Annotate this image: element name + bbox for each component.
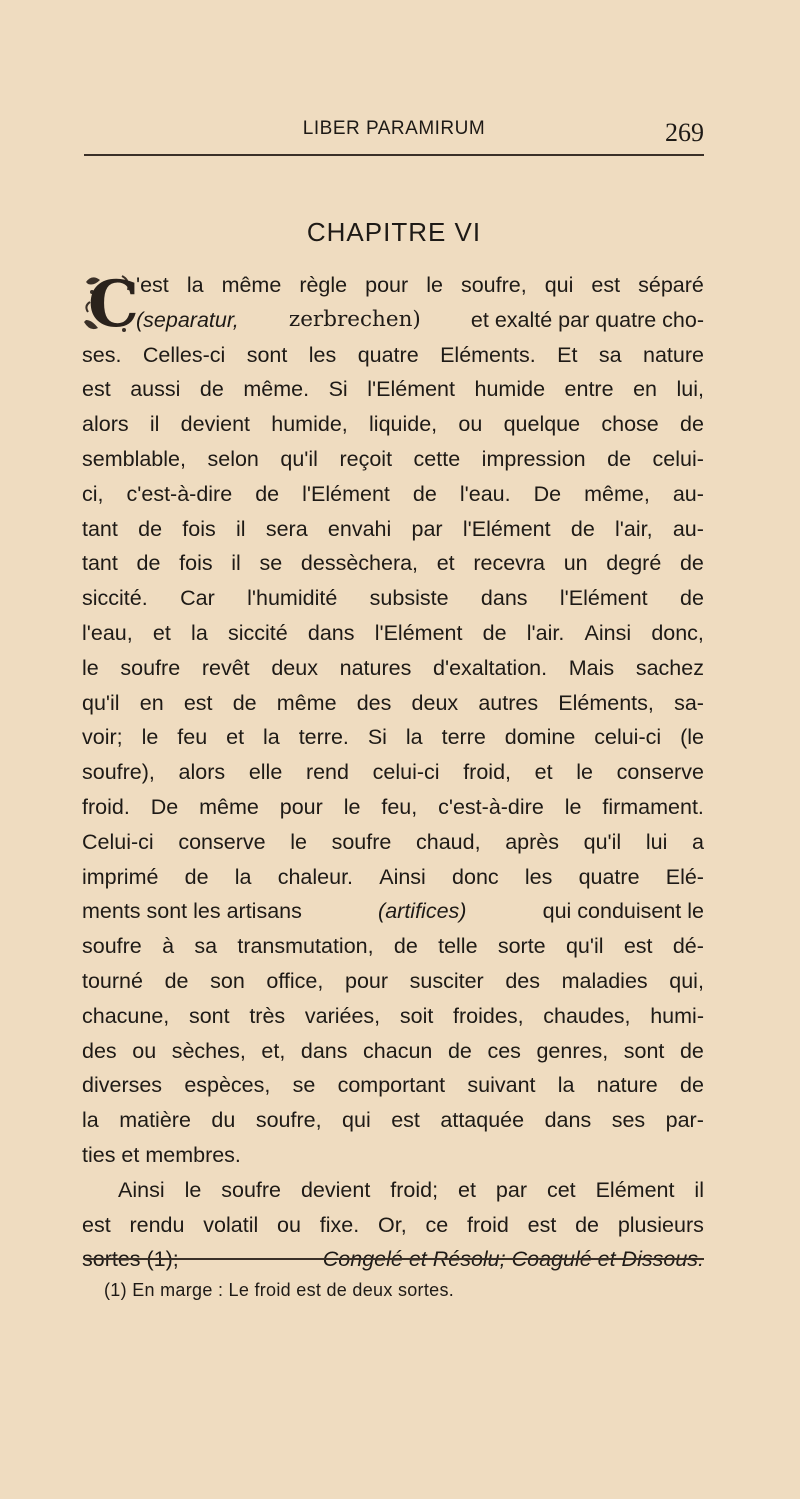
text-line [82, 1208, 704, 1243]
word: pour [344, 968, 389, 993]
word: même [276, 690, 337, 715]
word: en [139, 690, 164, 715]
word: lui, [676, 377, 704, 402]
word: la [405, 725, 423, 750]
dropcap-letter: C [88, 267, 139, 342]
word: alors [178, 760, 226, 785]
word: plusieurs [617, 1212, 704, 1237]
word: de [138, 516, 163, 541]
word: de [447, 1038, 472, 1063]
word: tant [82, 551, 118, 576]
word: celui- [652, 446, 704, 471]
text-line [82, 477, 704, 512]
word: de [136, 551, 161, 576]
word: même, [584, 481, 650, 506]
text-line [82, 999, 704, 1034]
word: ou [132, 1038, 157, 1063]
word: elle [248, 760, 283, 785]
text-line [82, 790, 704, 825]
text-line [82, 1034, 704, 1069]
word: domine [504, 725, 576, 750]
word: froid [466, 1212, 509, 1237]
word: l'Elément [302, 481, 390, 506]
word: est [623, 934, 653, 959]
word: ce [425, 1212, 449, 1237]
word: quelque [503, 412, 581, 437]
word: l'Elément [559, 586, 648, 611]
word: nature [643, 342, 704, 367]
word: le [343, 794, 361, 819]
word: ci, [82, 481, 104, 506]
word: le [426, 273, 443, 297]
word: soufre [221, 1177, 282, 1202]
word: qui [544, 273, 574, 297]
word: sachez [635, 655, 704, 680]
word: pour [279, 794, 323, 819]
word: sont [188, 1003, 230, 1028]
word: un [563, 551, 588, 576]
word: et [534, 760, 553, 785]
word: au- [672, 516, 704, 541]
word: quatre [578, 864, 640, 889]
word: froides, [453, 1003, 524, 1028]
word: Car [180, 586, 215, 611]
word: chaleur. [277, 864, 354, 889]
word: qu'il [565, 934, 604, 959]
word: humi- [650, 1003, 704, 1028]
word: soufre [120, 655, 181, 680]
word: degré [606, 551, 662, 576]
word: Eléments, [558, 690, 654, 715]
word: l'eau. [459, 481, 511, 506]
word: il [231, 551, 241, 576]
word: se [259, 551, 283, 576]
word: Celui-ci [82, 829, 154, 854]
word: des [82, 1038, 117, 1063]
text-line: sortes (1); Congelé et Résolu; Coagulé et Dissous. [82, 1242, 704, 1277]
text-line: ments sont les artisans (artifices) qui conduisent le [82, 894, 704, 929]
word: feu [177, 725, 208, 750]
word: feu, [381, 794, 418, 819]
word: Si [328, 377, 348, 402]
word: conserve [178, 829, 266, 854]
text-line [82, 546, 704, 581]
word: règle [299, 273, 348, 297]
word: même [221, 273, 282, 297]
word: le [576, 760, 593, 785]
word: il [149, 412, 160, 437]
word: par [495, 1177, 527, 1202]
word: dans [480, 586, 528, 611]
word: Celles-ci [142, 342, 226, 367]
word: matière [119, 1108, 191, 1133]
word: se [292, 1073, 316, 1098]
text-line [82, 720, 704, 755]
word: liquide, [369, 412, 438, 437]
word: qui, [669, 968, 704, 993]
word: à [162, 934, 175, 959]
word: Or, [378, 1212, 407, 1237]
word: de [412, 481, 437, 506]
page-number: 269 [665, 118, 704, 147]
word: par- [665, 1108, 704, 1133]
footnote-rule [84, 1258, 704, 1260]
latin-term: Congelé et Résolu; Coagulé et Dissous. [322, 1247, 704, 1272]
word: siccité. [82, 586, 148, 611]
word: transmutation, [237, 934, 374, 959]
word: dans [544, 1108, 592, 1133]
word: le [564, 794, 582, 819]
word: et [226, 725, 245, 750]
text-line [82, 616, 704, 651]
word: cette [413, 446, 461, 471]
word: soufre [82, 934, 142, 959]
word: sa [194, 934, 218, 959]
word: sa [598, 342, 622, 367]
word: Elé- [665, 864, 704, 889]
word: cet [546, 1177, 576, 1202]
word: office, [266, 968, 324, 993]
word: imprimé [82, 864, 159, 889]
word: soufre, [460, 273, 527, 297]
word: d'exaltation. [433, 655, 548, 680]
word: telle [438, 934, 478, 959]
word: c'est-à-dire [126, 481, 233, 506]
word: 'est [136, 273, 169, 297]
word: sont [623, 1038, 665, 1063]
word: de [255, 481, 280, 506]
word: fixe. [319, 1212, 360, 1237]
text-line [82, 651, 704, 686]
word: est [527, 1212, 557, 1237]
word: par [411, 516, 443, 541]
word: est [82, 1212, 111, 1237]
word: froid, [463, 760, 512, 785]
text-line [82, 860, 704, 895]
word: espèces, [184, 1073, 271, 1098]
word: ou [277, 1212, 301, 1237]
word: de [680, 586, 704, 611]
word: en [633, 377, 657, 402]
word: celui-ci [594, 725, 662, 750]
word: rend [305, 760, 349, 785]
word: devient [180, 412, 251, 437]
word: genres, [536, 1038, 609, 1063]
word: De [150, 794, 179, 819]
word: soufre [331, 829, 392, 854]
word: siccité [227, 620, 288, 645]
word: la [82, 1108, 99, 1133]
word: la [557, 1073, 575, 1098]
word: le [290, 829, 307, 854]
word: rendu [129, 1212, 185, 1237]
word: qui [342, 1108, 371, 1133]
word: est [591, 273, 621, 297]
chapter-title: CHAPITRE VI [306, 217, 482, 247]
word: attaquée [440, 1108, 525, 1133]
word: alors [82, 412, 129, 437]
word: l'Elément [374, 620, 463, 645]
word: de [607, 446, 632, 471]
word: ces [487, 1038, 521, 1063]
running-title: LIBER PARAMIRUM [302, 118, 486, 139]
word: voir; [82, 725, 123, 750]
word: humide [474, 377, 546, 402]
word: soufre, [255, 1108, 322, 1133]
word: de [575, 1212, 600, 1237]
word: Et [557, 342, 578, 367]
word: de [232, 690, 257, 715]
word: froid; [390, 1177, 439, 1202]
word: de [570, 516, 595, 541]
word: de [679, 551, 704, 576]
word: le [184, 1177, 202, 1202]
word: la [191, 620, 208, 645]
word: séparé [638, 273, 704, 297]
word: et [152, 620, 171, 645]
word: sera [265, 516, 308, 541]
text-line [82, 1068, 704, 1103]
word: c'est-à-dire [438, 794, 544, 819]
text-line [82, 442, 704, 477]
word: conserve [616, 760, 704, 785]
word: de [164, 968, 189, 993]
word: très [249, 1003, 286, 1028]
word: autres [478, 690, 539, 715]
word: de [393, 934, 418, 959]
word: même [199, 794, 259, 819]
word: fois [182, 516, 216, 541]
word: impression [481, 446, 586, 471]
text-line [82, 512, 704, 547]
word: entre [564, 377, 614, 402]
word: dans [307, 620, 355, 645]
word: tant [82, 516, 118, 541]
running-header [84, 118, 704, 158]
word: (le [680, 725, 704, 750]
word: lui [645, 829, 668, 854]
word: Elément [595, 1177, 675, 1202]
text-line [82, 964, 704, 999]
word: est [82, 377, 111, 402]
word: Si [367, 725, 387, 750]
word: Ainsi [379, 864, 426, 889]
word: le [82, 655, 99, 680]
word: terre. [298, 725, 349, 750]
word: de [679, 1038, 704, 1063]
word: il [694, 1177, 704, 1202]
word: firmament. [602, 794, 704, 819]
word: au- [672, 481, 704, 506]
word: sorte [497, 934, 546, 959]
word: chaud, [416, 829, 481, 854]
latin-term: (separatur, [136, 307, 239, 332]
word: chacun [363, 1038, 433, 1063]
word: et [458, 1177, 476, 1202]
word: ses. [82, 342, 122, 367]
word: de [679, 1073, 704, 1098]
word: maladies [561, 968, 648, 993]
word: Ainsi [584, 620, 632, 645]
main-text [82, 268, 704, 1277]
word: chose [601, 412, 659, 437]
word: ou [458, 412, 483, 437]
word: après [505, 829, 559, 854]
word: même. [243, 377, 310, 402]
word: dé- [672, 934, 704, 959]
word: humide, [271, 412, 348, 437]
word: reçoit [339, 446, 393, 471]
word: nature [596, 1073, 658, 1098]
word: et [436, 551, 455, 576]
word: dessèchera, [300, 551, 419, 576]
word: donc, [651, 620, 704, 645]
word: recevra [473, 551, 546, 576]
word: chaudes, [543, 1003, 631, 1028]
word: l'humidité [247, 586, 338, 611]
word: l'Elément [367, 377, 455, 402]
word: il [236, 516, 246, 541]
word: tourné [82, 968, 143, 993]
text-line [82, 1103, 704, 1138]
word: qu'il [82, 690, 120, 715]
word: du [211, 1108, 236, 1133]
word: subsiste [369, 586, 449, 611]
text-line: ties et membres. [82, 1142, 241, 1167]
word: le [141, 725, 159, 750]
word: semblable, [82, 446, 186, 471]
word: la [234, 864, 252, 889]
word: susciter [409, 968, 484, 993]
word: les [308, 342, 337, 367]
text-line [82, 372, 704, 407]
text-line [82, 755, 704, 790]
word: de [482, 620, 507, 645]
word: donc [452, 864, 499, 889]
text-line [82, 929, 704, 964]
word: volatil [203, 1212, 259, 1237]
word: diverses [82, 1073, 163, 1098]
text-line: (separatur, zerbrechen) et exalté par quatre cho- [82, 303, 704, 338]
word: est [183, 690, 213, 715]
text-line [82, 686, 704, 721]
word: celui-ci [372, 760, 440, 785]
word: qu'il [583, 829, 622, 854]
word: sa- [674, 690, 704, 715]
word: dans [300, 1038, 348, 1063]
word: ses [611, 1108, 646, 1133]
word: pour [365, 273, 409, 297]
word: quatre [357, 342, 419, 367]
word: et, [261, 1038, 286, 1063]
word: Ainsi [118, 1177, 165, 1202]
german-term: zerbrechen) [288, 306, 421, 332]
word: selon [207, 446, 259, 471]
word: de [679, 412, 704, 437]
word: aussi [130, 377, 181, 402]
footnote: (1) En marge : Le froid est de deux sortes. [104, 1280, 455, 1300]
word: de [199, 377, 224, 402]
word: devient [300, 1177, 371, 1202]
word: a [692, 829, 704, 854]
text-line [82, 268, 704, 303]
word: chacune, [82, 1003, 170, 1028]
text-line [82, 581, 704, 616]
word: sont [246, 342, 288, 367]
word: suivant [467, 1073, 536, 1098]
word: deux [271, 655, 318, 680]
word: revêt [201, 655, 250, 680]
word: comportant [337, 1073, 446, 1098]
word: de [184, 864, 209, 889]
word: soit [399, 1003, 434, 1028]
word: deux [411, 690, 459, 715]
word: variées, [304, 1003, 381, 1028]
word: l'air. [526, 620, 565, 645]
word: Eléments. [440, 342, 536, 367]
word: fois [179, 551, 213, 576]
word: des [505, 968, 540, 993]
word: les [524, 864, 553, 889]
word: natures [339, 655, 412, 680]
word: l'air, [615, 516, 653, 541]
word: De [533, 481, 562, 506]
text-line [82, 825, 704, 860]
text-line [82, 338, 704, 373]
text-line [82, 407, 704, 442]
word: Mais [568, 655, 615, 680]
word: des [356, 690, 392, 715]
word: envahi [327, 516, 392, 541]
word: soufre), [82, 760, 155, 785]
word: est [391, 1108, 420, 1133]
text-line [82, 1173, 704, 1208]
word: son [210, 968, 245, 993]
word: la [263, 725, 280, 750]
word: sèches, [171, 1038, 246, 1063]
word: la [186, 273, 204, 297]
latin-term: (artifices) [378, 899, 467, 924]
word: terre [441, 725, 486, 750]
header-rule [84, 154, 704, 156]
word: l'eau, [82, 620, 133, 645]
word: l'Elément [462, 516, 551, 541]
word: qu'il [280, 446, 318, 471]
word: froid. [82, 794, 130, 819]
